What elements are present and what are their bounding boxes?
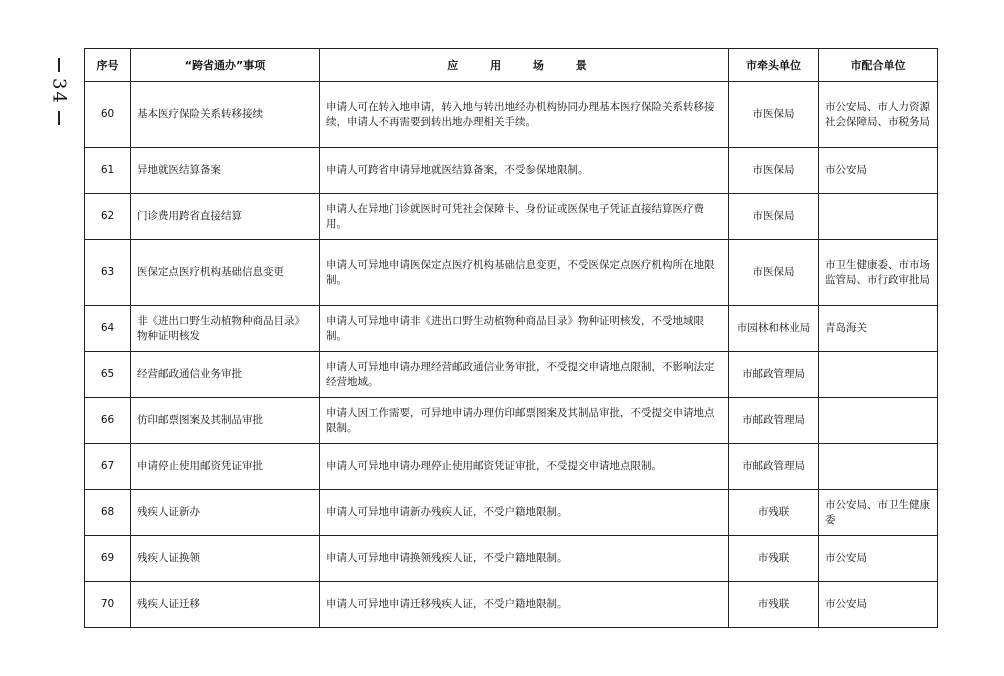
cell-scene: 申请人可跨省申请异地就医结算备案，不受参保地限制。 [320,148,729,194]
cell-lead-unit: 市医保局 [729,194,819,240]
header-no: 序号 [85,49,131,82]
cell-no: 66 [85,398,131,444]
cell-lead-unit: 市邮政管理局 [729,444,819,490]
cell-scene: 申请人可异地申请非《进出口野生动植物种商品目录》物种证明核发，不受地域限制。 [320,306,729,352]
table-row [85,306,938,352]
page-number [44,58,74,148]
cell-coop-unit: 市公安局 [819,536,938,582]
cell-item: 医保定点医疗机构基础信息变更 [131,240,320,306]
cell-item: 经营邮政通信业务审批 [131,352,320,398]
header-lead-unit: 市牵头单位 [729,49,819,82]
cell-lead-unit: 市医保局 [729,148,819,194]
cell-lead-unit: 市邮政管理局 [729,398,819,444]
cell-lead-unit: 市园林和林业局 [729,306,819,352]
cell-no: 68 [85,490,131,536]
cell-item: 门诊费用跨省直接结算 [131,194,320,240]
cell-item: 仿印邮票图案及其制品审批 [131,398,320,444]
table-row [85,148,938,194]
cell-lead-unit: 市残联 [729,536,819,582]
cell-coop-unit [819,194,938,240]
cell-scene: 申请人在异地门诊就医时可凭社会保障卡、身份证或医保电子凭证直接结算医疗费用。 [320,194,729,240]
table-header-row [85,49,938,82]
cell-item: 残疾人证新办 [131,490,320,536]
cell-no: 62 [85,194,131,240]
cell-no: 63 [85,240,131,306]
table-row [85,582,938,628]
cell-no: 61 [85,148,131,194]
cell-no: 67 [85,444,131,490]
cell-item: 基本医疗保险关系转移接续 [131,82,320,148]
table-row [85,398,938,444]
cell-coop-unit [819,352,938,398]
page-number-text: 34 [48,78,70,105]
page-number-rule-top [58,58,60,72]
cell-no: 64 [85,306,131,352]
cell-no: 60 [85,82,131,148]
cell-coop-unit: 青岛海关 [819,306,938,352]
cell-no: 70 [85,582,131,628]
table-row [85,82,938,148]
cell-scene: 申请人可异地申请办理经营邮政通信业务审批，不受提交申请地点限制，不影响法定经营地域。 [320,352,729,398]
services-table [84,48,938,628]
header-scene: 应 用 场 景 [320,49,729,82]
cell-scene: 申请人可在转入地申请，转入地与转出地经办机构协同办理基本医疗保险关系转移接续，申请人不再需要到转出地办理相关手续。 [320,82,729,148]
table-row [85,444,938,490]
cell-item: 非《进出口野生动植物种商品目录》物种证明核发 [131,306,320,352]
cell-coop-unit: 市公安局 [819,148,938,194]
header-item: “跨省通办”事项 [131,49,320,82]
cell-scene: 申请人可异地申请换领残疾人证，不受户籍地限制。 [320,536,729,582]
cell-lead-unit: 市医保局 [729,240,819,306]
page-number-rule-bottom [58,111,60,125]
header-coop-unit: 市配合单位 [819,49,938,82]
cell-item: 异地就医结算备案 [131,148,320,194]
cell-coop-unit: 市公安局、市卫生健康委 [819,490,938,536]
cell-scene: 申请人可异地申请迁移残疾人证，不受户籍地限制。 [320,582,729,628]
table-row [85,240,938,306]
cell-coop-unit: 市公安局、市人力资源社会保障局、市税务局 [819,82,938,148]
cell-coop-unit: 市卫生健康委、市市场监管局、市行政审批局 [819,240,938,306]
table-row [85,194,938,240]
cell-lead-unit: 市医保局 [729,82,819,148]
cell-scene: 申请人可异地申请新办残疾人证，不受户籍地限制。 [320,490,729,536]
cell-no: 65 [85,352,131,398]
cell-lead-unit: 市残联 [729,582,819,628]
cell-coop-unit [819,398,938,444]
table-row [85,536,938,582]
cell-no: 69 [85,536,131,582]
cell-item: 申请停止使用邮资凭证审批 [131,444,320,490]
cell-item: 残疾人证换领 [131,536,320,582]
cell-scene: 申请人因工作需要，可异地申请办理仿印邮票图案及其制品审批，不受提交申请地点限制。 [320,398,729,444]
cell-lead-unit: 市残联 [729,490,819,536]
cell-scene: 申请人可异地申请医保定点医疗机构基础信息变更，不受医保定点医疗机构所在地限制。 [320,240,729,306]
cell-coop-unit: 市公安局 [819,582,938,628]
table-row [85,490,938,536]
cell-scene: 申请人可异地申请办理停止使用邮资凭证审批，不受提交申请地点限制。 [320,444,729,490]
cell-lead-unit: 市邮政管理局 [729,352,819,398]
table-row [85,352,938,398]
cell-coop-unit [819,444,938,490]
cell-item: 残疾人证迁移 [131,582,320,628]
